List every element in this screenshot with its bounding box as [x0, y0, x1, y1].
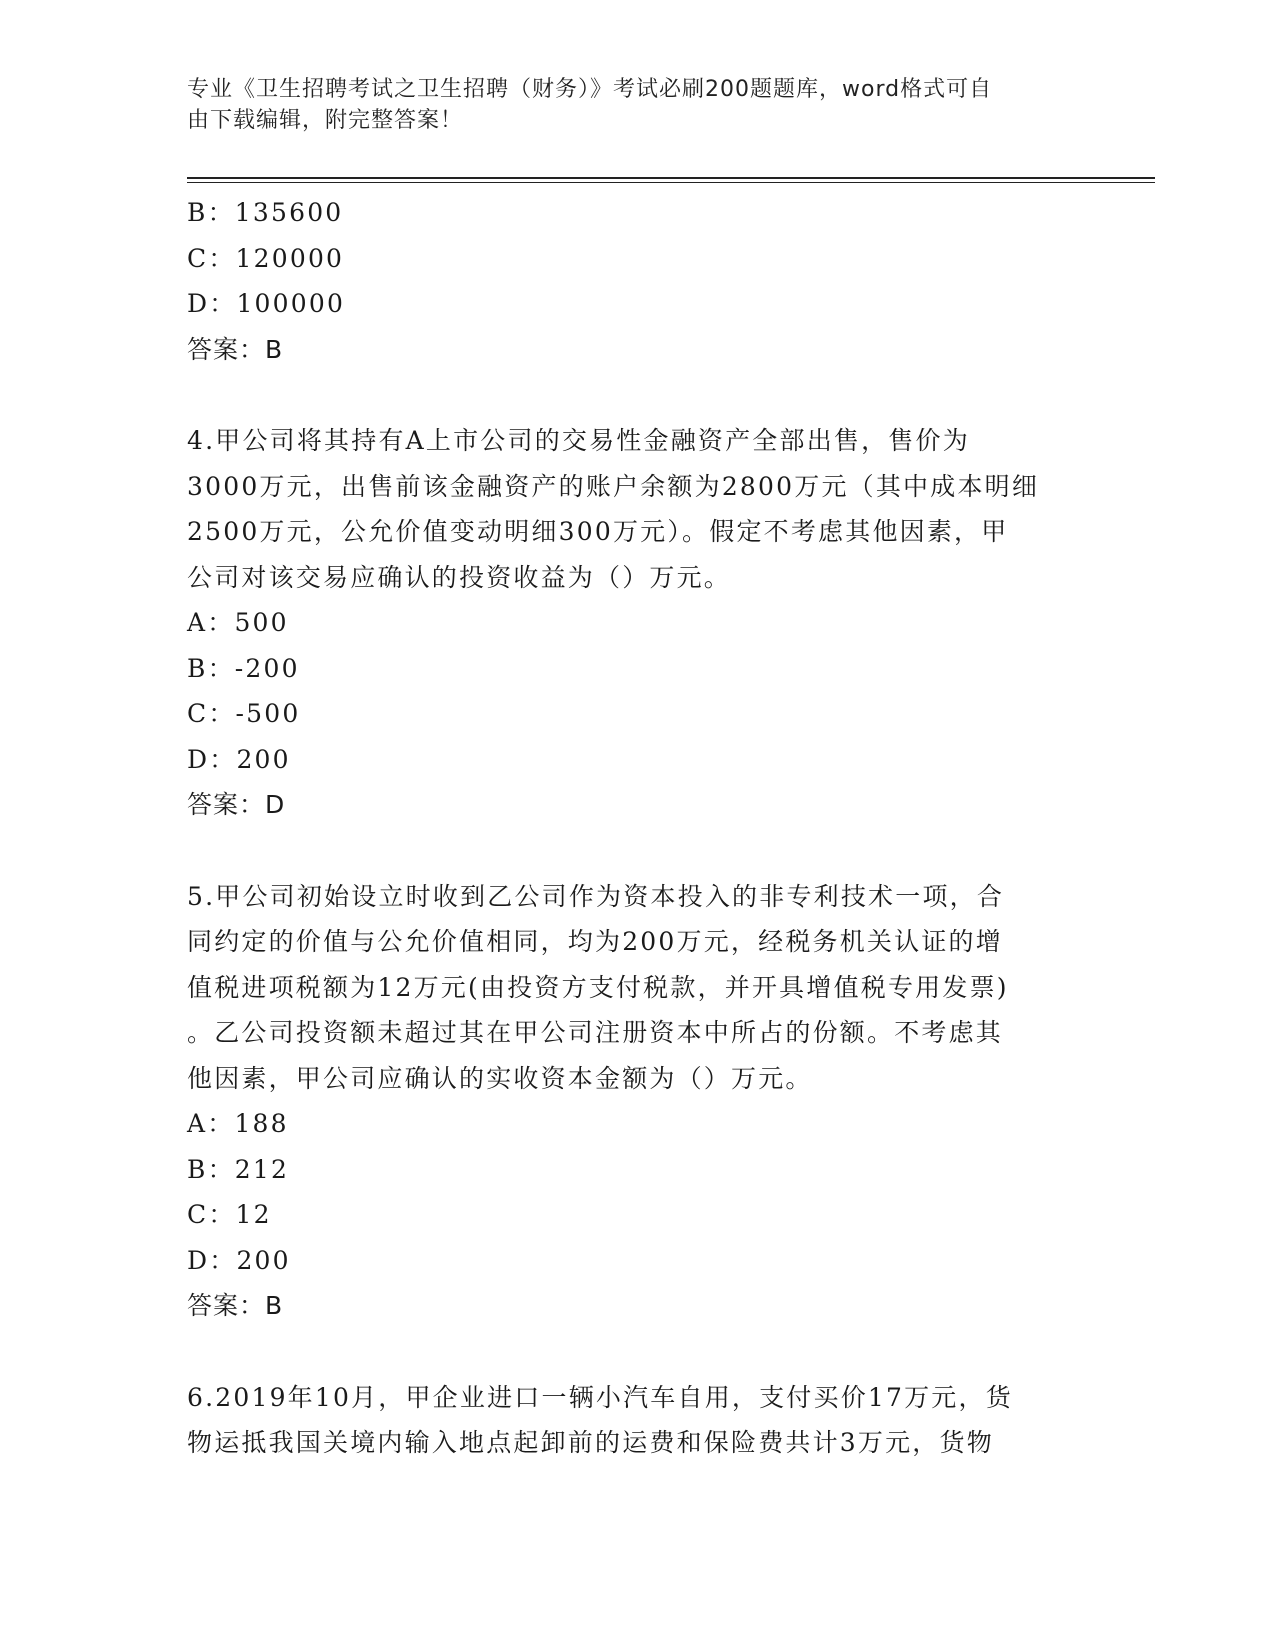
question-5 [187, 874, 1087, 1329]
question-stem-line: 4.甲公司将其持有A上市公司的交易性金融资产全部出售，售价为 [187, 426, 970, 455]
option-d: D：200 [187, 744, 291, 774]
option-a: A：500 [187, 608, 289, 637]
header-divider-thin [187, 182, 1155, 183]
option-d: D：200 [187, 1245, 291, 1275]
option-c: C：12 [187, 1200, 272, 1229]
question-stem-line: 。乙公司投资额未超过其在甲公司注册资本中所占的份额。不考虑其 [187, 1018, 1004, 1047]
question-stem-line: 同约定的价值与公允价值相同，均为200万元，经税务机关认证的增 [187, 927, 1003, 956]
question-stem-line: 物运抵我国关境内输入地点起卸前的运费和保险费共计3万元，货物 [187, 1428, 994, 1457]
option-a: A：188 [187, 1109, 289, 1138]
question-4 [187, 418, 1087, 828]
question-stem-line: 他因素，甲公司应确认的实收资本金额为（）万元。 [187, 1063, 813, 1093]
question-gap [187, 1329, 1087, 1375]
question-stem-line: 2500万元，公允价值变动明细300万元）。假定不考虑其他因素，甲 [187, 517, 1009, 546]
answer: 答案：B [187, 1291, 284, 1320]
question-3-tail [187, 190, 1087, 372]
header-line-2: 由下载编辑，附完整答案！ [187, 108, 464, 133]
question-stem-line: 3000万元，出售前该金融资产的账户余额为2800万元（其中成本明细 [187, 471, 1040, 501]
option-b: B：135600 [187, 198, 344, 227]
header-line-1: 专业《卫生招聘考试之卫生招聘（财务）》考试必刷200题题库，word格式可自 [187, 77, 993, 102]
option-c: C：120000 [187, 243, 345, 273]
question-gap [187, 828, 1087, 874]
question-stem-line: 值税进项税额为12万元(由投资方支付税款，并开具增值税专用发票) [187, 972, 1009, 1002]
answer: 答案：D [187, 790, 286, 819]
document-header [187, 74, 1067, 136]
option-d: D：100000 [187, 289, 346, 318]
question-stem-line: 6.2019年10月，甲企业进口一辆小汽车自用，支付买价17万元，货 [187, 1382, 1013, 1412]
option-b: B：-200 [187, 653, 300, 683]
question-gap [187, 372, 1087, 418]
question-6 [187, 1375, 1087, 1466]
option-c: C：-500 [187, 699, 301, 728]
question-stem-line: 5.甲公司初始设立时收到乙公司作为资本投入的非专利技术一项，合 [187, 881, 1005, 911]
answer: 答案：B [187, 334, 284, 364]
question-stem-line: 公司对该交易应确认的投资收益为（）万元。 [187, 562, 732, 592]
header-divider-thick [187, 177, 1155, 179]
option-b: B：212 [187, 1154, 290, 1184]
question-content [187, 190, 1087, 1466]
